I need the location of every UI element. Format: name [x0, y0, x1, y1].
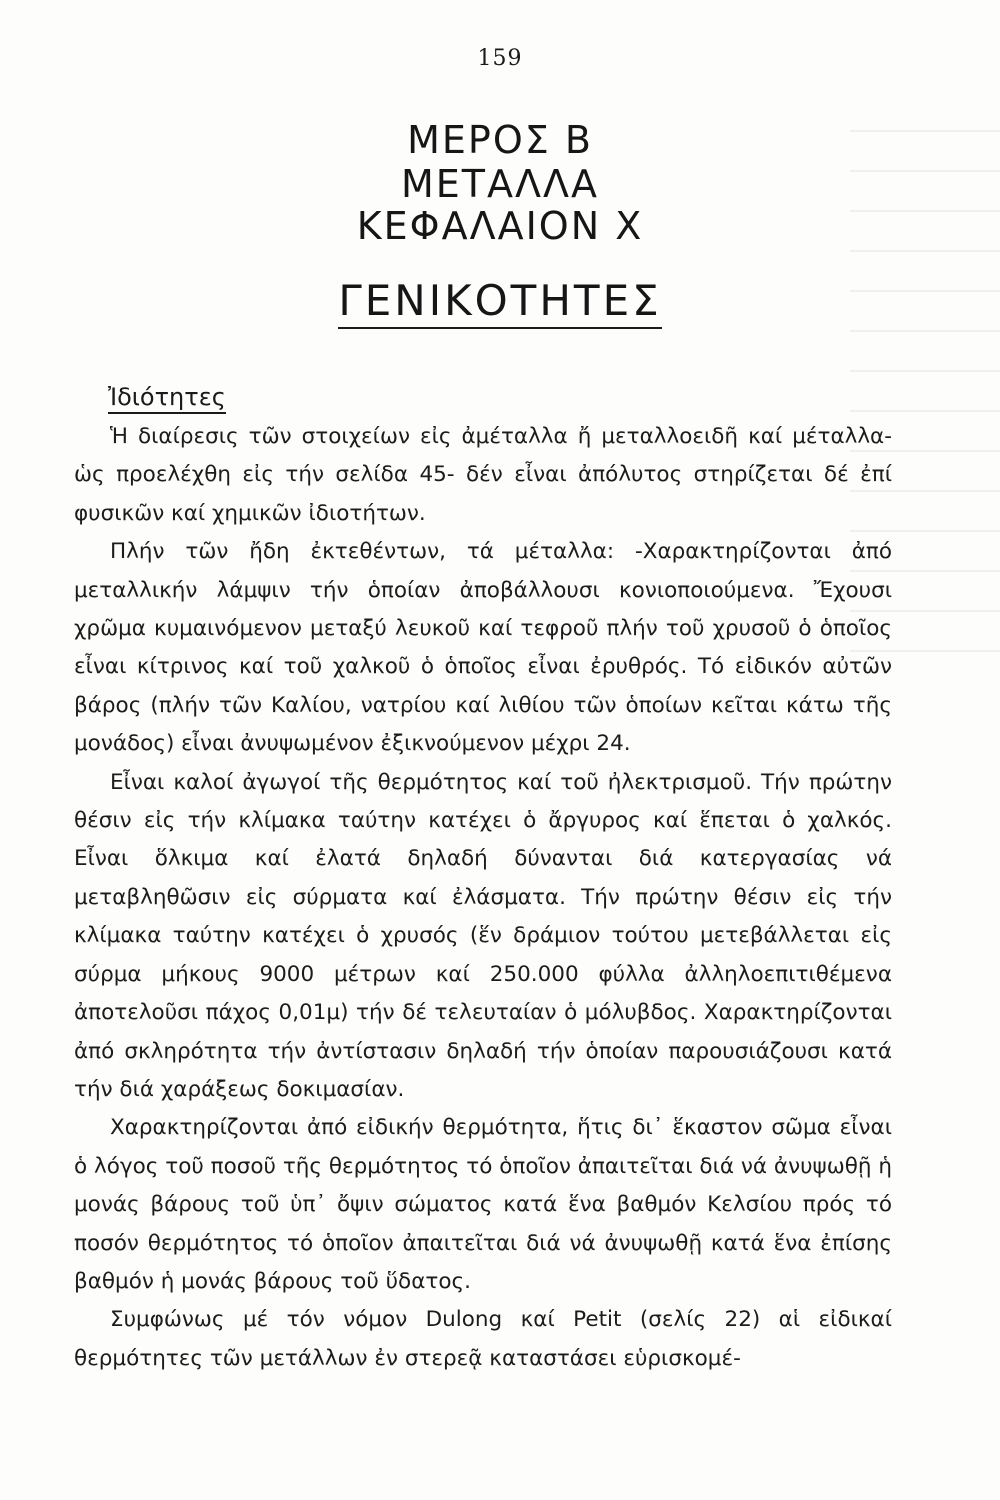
page-number: 159	[477, 46, 523, 71]
body-text	[74, 418, 892, 1378]
chapter-heading: ΚΕΦΑΛΑΙΟΝ Χ	[356, 204, 644, 248]
part-heading: ΜΕΡΟΣ Β	[407, 118, 593, 162]
paragraph-3: Εἶναι καλοί ἀγωγοί τῆς θερμότητος καί τοῦ ἠλεκτρισμοῦ. Τήν πρώτην θέσιν εἰς τήν κλίμακα ταύτην κατέχει ὁ ἄργυρος καί ἕπεται ὁ χαλκός. Εἶναι ὅλκιμα καί ἐλατά δηλαδή δύνανται διά κατεργασίας νά μεταβληθῶσιν εἰς σύρματα καί ἐλάσματα. Τήν πρώτην θέσιν εἰς τήν κλίμακα ταύτην κατέχει ὁ χρυσός (ἕν δράμιον τούτου μετεβάλλεται εἰς σύρμα μήκους 9000 μέτρων καί 250.000 φύλλα ἀλληλοεπιτιθέμενα ἀποτελοῦσι πάχος 0,01μ) τήν δέ τελευταίαν ὁ μόλυβδος. Χαρακτηρίζονται ἀπό σκληρότητα τήν ἀντίστασιν δηλαδή τήν ὁποίαν παρουσιάζουσι κατά τήν διά χαράξεως δοκιμασίαν.	[74, 769, 892, 1102]
chapter-title-text: ΓΕΝΙΚΟΤΗΤΕΣ	[338, 276, 661, 329]
paragraph-4: Χαρακτηρίζονται ἀπό εἰδικήν θερμότητα, ἥτις δι᾽ ἕκαστον σῶμα εἶναι ὁ λόγος τοῦ ποσοῦ τῆς θερμότητος τό ὁποῖον ἀπαιτεῖται διά νά ἀνυψωθῇ ἡ μονάς βάρους τοῦ ὑπ᾽ ὄψιν σώματος κατά ἕνα βαθμόν Κελσίου πρός τό ποσόν θερμότητος τό ὁποῖον ἀπαιτεῖται διά νά ἀνυψωθῇ κατά ἕνα ἐπίσης βαθμόν ἡ μονάς βάρους τοῦ ὕδατος.	[74, 1115, 892, 1294]
chapter-title	[0, 276, 1000, 325]
paragraph-1: Ἡ διαίρεσις τῶν στοιχείων εἰς ἀμέταλλα ἤ μεταλλοειδῆ καί μέταλλα-ὡς προελέχθη εἰς τήν σελίδα 45- δέν εἶναι ἀπόλυτος στηρίζεται δέ ἐπί φυσικῶν καί χημικῶν ἰδιοτήτων.	[74, 424, 892, 526]
section-label: Ἰδιότητες	[108, 382, 226, 414]
paragraph-5: Συμφώνως μέ τόν νόμον Dulong καί Petit (σελίς 22) αἱ εἰδικαί θερμότητες τῶν μετάλλων ἐν στερεᾷ καταστάσει εὑρισκομέ-	[74, 1307, 892, 1371]
metals-heading: ΜΕΤΑΛΛΑ	[401, 162, 599, 206]
paragraph-2: Πλήν τῶν ἤδη ἐκτεθέντων, τά μέταλλα: -Χαρακτηρίζονται ἀπό μεταλλικήν λάμψιν τήν ὁποίαν ἀποβάλλουσι κονιοποιούμενα. Ἔχουσι χρῶμα κυμαινόμενον μεταξύ λευκοῦ καί τεφροῦ πλήν τοῦ χρυσοῦ ὁ ὁποῖος εἶναι κίτρινος καί τοῦ χαλκοῦ ὁ ὁποῖος εἶναι ἐρυθρός. Τό εἰδικόν αὐτῶν βάρος (πλήν τῶν Καλίου, νατρίου καί λιθίου τῶν ὁποίων κεῖται κάτω τῆς μονάδος) εἶναι ἀνυψωμένον ἐξικνούμενον μέχρι 24.	[74, 539, 892, 757]
